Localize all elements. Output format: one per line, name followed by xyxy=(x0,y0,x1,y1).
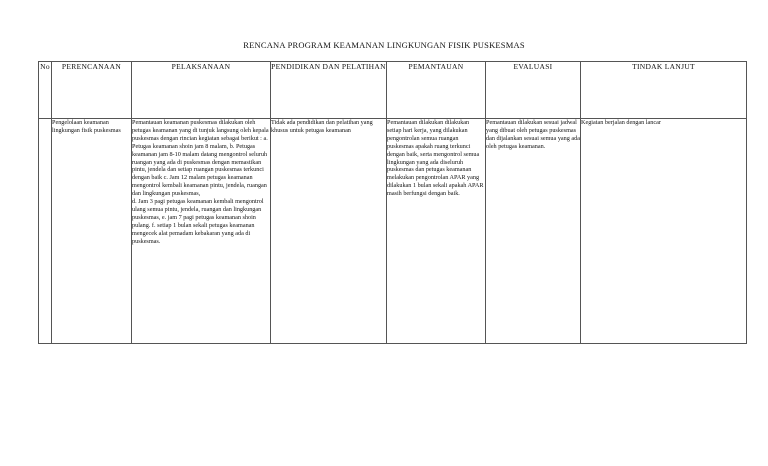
header-pelaksanaan: PELAKSANAAN xyxy=(132,62,271,119)
header-no: No xyxy=(39,62,52,119)
document-title: RENCANA PROGRAM KEAMANAN LINGKUNGAN FISIK PUSKESMAS xyxy=(243,40,525,50)
cell-perencanaan: Pengelolaan keamanan lingkungan fisik puskesmas xyxy=(52,119,132,344)
header-pemantauan: PEMANTAUAN xyxy=(387,62,486,119)
cell-evaluasi: Pemantauan dilakukan sesuai jadwal yang dibuat oleh petugas puskesmas dan dijalankan sesuai semua yang ada oleh petugas keamanan. xyxy=(486,119,581,344)
cell-pemantauan: Pemantauan dilakukan dilakukan setiap hari kerja, yang dilakukan pengontrolan semua ruangan puskesmas apakah ruang terkunci dengan baik, serta mengontrol semua lingkungan yang ada diseluruh puskesmas dan petugas keamanan melakukan pengontrolan APAR yang dilakukan 1 bulan sekali apakah APAR masih berfungsi dengan baik. xyxy=(387,119,486,344)
cell-pendidikan: Tidak ada pendidikan dan pelatihan yang khusus untuk petugas keamanan xyxy=(271,119,387,344)
cell-no xyxy=(39,119,52,344)
table-row xyxy=(39,119,747,344)
header-perencanaan: PERENCANAAN xyxy=(52,62,132,119)
header-pendidikan: PENDIDIKAN DAN PELATIHAN xyxy=(271,62,387,119)
cell-tindak-lanjut: Kegiatan berjalan dengan lancar xyxy=(581,119,747,344)
program-table xyxy=(38,61,747,344)
table-header-row xyxy=(39,62,747,119)
cell-pelaksanaan: Pemantauan keamanan puskesmas dilakukan oleh petugas keamanan yang di tunjuk langsung oleh kepala puskesmas dengan rincian kegiatan sebagai berikut : a. Petugas keamanan shoin jam 8 malam, b. Petugas keamanan jam 8-10 malam datang mengontrol seluruh ruangan yang ada di puskesmas dengan memastikan pintu, jendela dan setiap ruangan puskesmas terkunci dengan baik c. Jam 12 malam petugas keamanan mengontrol kembali keamanan pintu, jendela, ruangan dan lingkungan puskesmas, d. Jam 3 pagi petugas keamanan kembali mengontrol ulang semua pintu, jendela, ruangan dan lingkungan puskesmas, e. jam 7 pagi petugas keamanan shoin pulang. f. setiap 1 bulan sekali petugas keamanan mengecek alat pemadam kebakaran yang ada di puskesmas. xyxy=(132,119,271,344)
header-tindak-lanjut: TINDAK LANJUT xyxy=(581,62,747,119)
header-evaluasi: EVALUASI xyxy=(486,62,581,119)
